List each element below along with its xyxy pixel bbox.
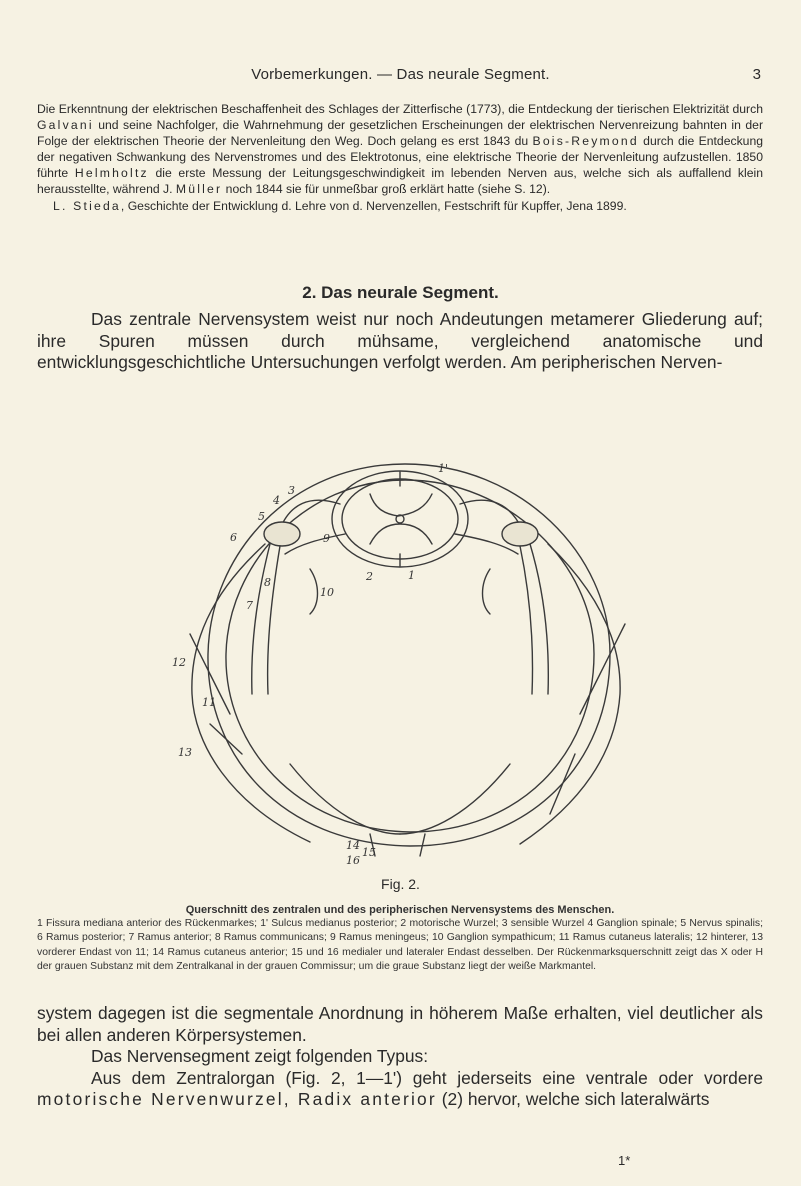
intro-text-b: und seine Nachfolger, die Wahrnehmung der gesetzlichen Erscheinungen der elektrischen Nervenreizung bahnten in der Folge der elektrischen Theorie der Nervenleitung den Weg. Doch gelang es erst 1843 du bbox=[37, 118, 763, 149]
fig-label-1p: 1' bbox=[438, 462, 449, 475]
intro-paragraph bbox=[37, 101, 763, 198]
running-header bbox=[40, 66, 761, 86]
spinal-ganglion-right bbox=[502, 522, 538, 546]
fig-label-15: 15 bbox=[362, 846, 376, 859]
caption-title: Querschnitt des zentralen und des peripherischen Nervensystems des Menschen. bbox=[185, 904, 615, 916]
caption-text: 1 Fissura mediana anterior des Rückenmarkes; 1' Sulcus medianus posterior; 2 motorische Wurzel; 3 sensible Wurzel 4 Ganglion spinale; 5 Nervus spinalis; 6 Ramus posterior; 7 Ramus anterior; 8 Ramus communicans; 9 Ramus meningeus; 10 Ganglion sympathicum; 11 Ramus cutaneus lateralis; 12 hinterer, 13 vorderer Endast von 11; 14 Ramus cutaneus anterior; 15 und 16 medialer und lateraler Endast desselben. Der Rückenmarksquerschnitt zeigt das X oder H der grauen Substanz mit dem Zentralkanal in der grauen Commissur; um die graue Substanz liegt der weiße Markmantel. bbox=[37, 918, 763, 972]
spinal-cord-cross-section-figure bbox=[170, 394, 640, 866]
figure-drawing bbox=[170, 394, 640, 866]
fig-label-10: 10 bbox=[320, 586, 334, 599]
body-paragraph-2: system dagegen ist die segmentale Anordnung in höherem Maße erhalten, viel deutlicher als bei allen anderen Körpersystemen. bbox=[37, 1003, 763, 1045]
name-mueller: Müller bbox=[175, 182, 223, 197]
intro-text-e: noch 1844 sie für unmeßbar groß erklärt hatte (siehe S. 12). bbox=[222, 182, 551, 197]
fig-label-5: 5 bbox=[258, 510, 265, 523]
name-bois-reymond: Bois-Reymond bbox=[532, 134, 639, 149]
body-paragraph-1: Das zentrale Nervensystem weist nur noch Andeutungen metamerer Gliederung auf; ihre Spuren müssen durch mühsame, vergleichend anatomische und entwicklungsgeschichtliche Untersuchungen verfolgt werden. Am peripherischen Nerven- bbox=[37, 309, 763, 372]
intro-text-d: die erste Messung der Leitungsgeschwindigkeit im lebenden Nerven aus, welche sich als auffallend klein herausstellte, während J. bbox=[37, 166, 763, 197]
sympathetic-ganglion-left bbox=[310, 569, 318, 614]
fig-label-12: 12 bbox=[172, 656, 186, 669]
reference-text: , Geschichte der Entwicklung d. Lehre von d. Nervenzellen, Festschrift für Kupffer, Jena 1899. bbox=[120, 198, 627, 213]
fig-label-14: 14 bbox=[346, 839, 360, 852]
intro-small-print bbox=[37, 101, 763, 214]
figure-label: Fig. 2. bbox=[381, 876, 420, 892]
fig-label-6: 6 bbox=[230, 531, 237, 544]
body-paragraph-4-b: (2) hervor, welche sich lateralwärts bbox=[436, 1089, 710, 1110]
body-text-top bbox=[37, 309, 763, 374]
fig-label-9: 9 bbox=[323, 532, 330, 545]
fig-label-8: 8 bbox=[264, 576, 271, 589]
name-stieda: L. Stieda bbox=[53, 198, 121, 213]
term-radix-anterior: motorische Nervenwurzel, Radix anterior bbox=[37, 1089, 437, 1110]
running-title: Vorbemerkungen. — Das neurale Segment. bbox=[251, 66, 550, 83]
fig-label-1: 1 bbox=[408, 569, 415, 582]
fig-label-3: 3 bbox=[288, 484, 295, 497]
name-galvani: Galvani bbox=[37, 118, 94, 133]
figure-caption bbox=[37, 903, 763, 974]
body-text-bottom bbox=[37, 1003, 763, 1111]
body-paragraph-4 bbox=[37, 1068, 763, 1111]
intro-text-c: durch die Entdeckung der negativen Schwankung des Nervenstromes und des Elektrotonus, eine elektrische Theorie der Nervenleitung aufzustellen. 1850 führte bbox=[37, 134, 763, 181]
body-paragraph-3: Das Nervensegment zeigt folgenden Typus: bbox=[91, 1046, 429, 1067]
fig-label-11: 11 bbox=[202, 696, 216, 709]
page-number: 3 bbox=[752, 66, 761, 83]
grey-matter bbox=[370, 494, 432, 544]
outer-nerve-left bbox=[192, 544, 310, 842]
signature-mark: 1* bbox=[618, 1153, 631, 1168]
fig-label-13: 13 bbox=[178, 746, 192, 759]
intro-text-a: Die Erkenntnung der elektrischen Beschaffenheit des Schlages der Zitterfische (1773), die Entdeckung der tierischen Elektrizität durch bbox=[37, 102, 763, 116]
body-paragraph-4-a: Aus dem Zentralorgan (Fig. 2, 1—1') geht jederseits eine ventrale oder vordere bbox=[91, 1067, 763, 1088]
sympathetic-ganglion-right bbox=[483, 569, 491, 614]
section-title: 2. Das neurale Segment. bbox=[302, 283, 499, 302]
reference-paragraph bbox=[37, 198, 763, 214]
fig-label-16: 16 bbox=[346, 854, 360, 866]
spinal-ganglion-left bbox=[264, 522, 300, 546]
name-helmholtz: Helmholtz bbox=[74, 166, 149, 181]
fig-label-2: 2 bbox=[366, 570, 373, 583]
outer-nerve-right bbox=[520, 544, 620, 844]
fig-label-7: 7 bbox=[246, 599, 253, 612]
fig-label-4: 4 bbox=[273, 494, 280, 507]
